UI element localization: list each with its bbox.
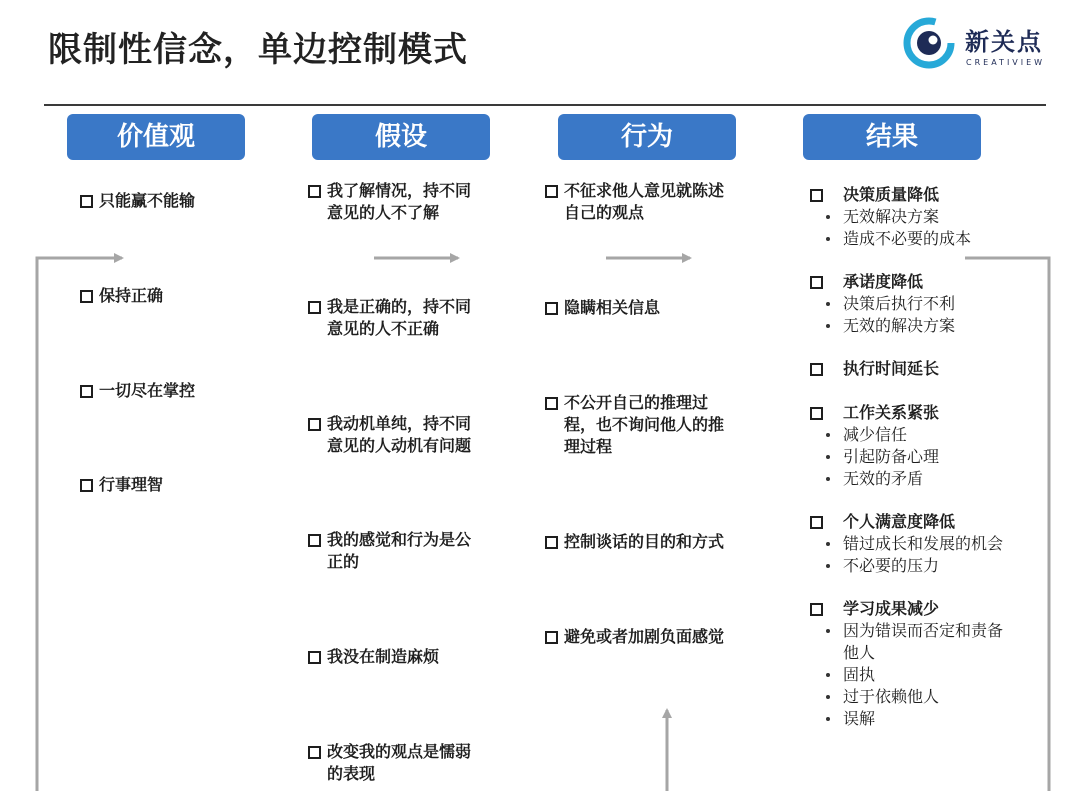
assumption-item: 我动机单纯，持不同 意见的人动机有问题 bbox=[308, 413, 471, 457]
logo-name-cn: 新关点 bbox=[965, 28, 1043, 56]
result-point: 无效解决方案 bbox=[810, 206, 1050, 228]
feedback-right-line bbox=[965, 258, 1049, 791]
result-group: 工作关系紧张 减少信任 引起防备心理 无效的矛盾 bbox=[810, 402, 1050, 490]
result-group: 执行时间延长 bbox=[810, 358, 1050, 380]
result-group: 承诺度降低 决策后执行不利 无效的解决方案 bbox=[810, 271, 1050, 337]
header-results: 结果 bbox=[803, 114, 981, 160]
assumption-item: 我是正确的，持不同 意见的人不正确 bbox=[308, 296, 471, 340]
feedback-loop-arrow bbox=[37, 258, 122, 791]
result-point: 引起防备心理 bbox=[810, 446, 1050, 468]
result-group: 个人满意度降低 错过成长和发展的机会 不必要的压力 bbox=[810, 511, 1050, 577]
assumption-item: 我没在制造麻烦 bbox=[308, 646, 439, 668]
values-item: 只能赢不能输 bbox=[80, 190, 195, 212]
result-point: 固执 bbox=[810, 664, 1050, 686]
result-point-continued: 他人 bbox=[843, 643, 876, 662]
result-point: 造成不必要的成本 bbox=[810, 228, 1050, 250]
behavior-item: 避免或者加剧负面感觉 bbox=[545, 626, 724, 648]
result-point: 误解 bbox=[810, 708, 1050, 730]
page-title: 限制性信念，单边控制模式 bbox=[48, 30, 468, 70]
values-item: 行事理智 bbox=[80, 474, 163, 496]
result-point: 决策后执行不利 bbox=[810, 293, 1050, 315]
header-behaviors: 行为 bbox=[558, 114, 736, 160]
result-group: 决策质量降低 无效解决方案 造成不必要的成本 bbox=[810, 184, 1050, 250]
result-point: 不必要的压力 bbox=[810, 555, 1050, 577]
logo-name-en: CREATIVIEW bbox=[966, 58, 1046, 67]
assumption-item: 我的感觉和行为是公 正的 bbox=[308, 529, 471, 573]
result-group: 学习成果减少 因为错误而否定和责备 他人 固执 过于依赖他人 误解 bbox=[810, 598, 1050, 730]
behavior-item: 控制谈话的目的和方式 bbox=[545, 531, 724, 553]
result-point: 过于依赖他人 bbox=[810, 686, 1050, 708]
header-values: 价值观 bbox=[67, 114, 245, 160]
result-point: 无效的解决方案 bbox=[810, 315, 1050, 337]
assumption-item: 我了解情况，持不同 意见的人不了解 bbox=[308, 180, 471, 224]
values-item: 保持正确 bbox=[80, 285, 163, 307]
values-item: 一切尽在掌控 bbox=[80, 380, 195, 402]
result-point: 无效的矛盾 bbox=[810, 468, 1050, 490]
result-point: 因为错误而否定和责备 bbox=[810, 620, 1050, 642]
result-point: 错过成长和发展的机会 bbox=[810, 533, 1050, 555]
behavior-item: 不公开自己的推理过 程，也不询问他人的推 理过程 bbox=[545, 392, 724, 458]
behavior-item: 不征求他人意见就陈述 自己的观点 bbox=[545, 180, 724, 224]
behavior-item: 隐瞒相关信息 bbox=[545, 297, 660, 319]
header-assumptions: 假设 bbox=[312, 114, 490, 160]
assumption-item: 改变我的观点是懦弱 的表现 bbox=[308, 741, 471, 785]
result-point: 减少信任 bbox=[810, 424, 1050, 446]
